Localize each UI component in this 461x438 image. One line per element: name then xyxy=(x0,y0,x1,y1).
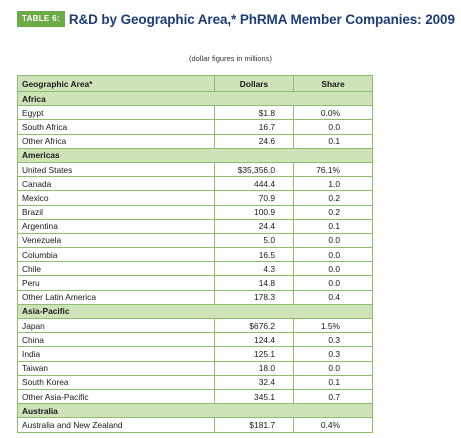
share-cell: 0.7 xyxy=(294,389,373,403)
dollars-cell: 32.4 xyxy=(215,375,294,389)
area-cell: Peru xyxy=(18,276,215,290)
table-row xyxy=(18,347,373,361)
share-cell: 0.0 xyxy=(294,248,373,262)
table-row xyxy=(18,418,373,432)
dollars-cell: $1.8 xyxy=(215,106,294,120)
rd-geographic-table xyxy=(17,75,373,433)
column-header-area: Geographic Area* xyxy=(18,76,215,92)
share-cell: 0.4% xyxy=(294,418,373,432)
share-cell: 0.2 xyxy=(294,205,373,219)
area-cell: Columbia xyxy=(18,248,215,262)
column-header-share: Share xyxy=(294,76,373,92)
dollars-cell: 16.7 xyxy=(215,120,294,134)
table-row xyxy=(18,162,373,176)
table-row xyxy=(18,375,373,389)
area-cell: Brazil xyxy=(18,205,215,219)
table-row xyxy=(18,248,373,262)
table-row xyxy=(18,290,373,304)
table-row xyxy=(18,319,373,333)
table-row xyxy=(18,219,373,233)
section-header-row xyxy=(18,304,373,318)
share-cell: 76.1% xyxy=(294,162,373,176)
table-row xyxy=(18,233,373,247)
table-title: R&D by Geographic Area,* PhRMA Member Companies: 2009 xyxy=(68,11,455,27)
section-label: Americas xyxy=(18,148,373,162)
share-cell: 0.1 xyxy=(294,219,373,233)
area-cell: South Africa xyxy=(18,120,215,134)
table-row xyxy=(18,262,373,276)
share-cell: 0.0% xyxy=(294,106,373,120)
share-cell: 0.3 xyxy=(294,333,373,347)
area-cell: Other Asia-Pacific xyxy=(18,389,215,403)
dollars-cell: 5.0 xyxy=(215,233,294,247)
area-cell: Canada xyxy=(18,177,215,191)
dollars-cell: $676.2 xyxy=(215,319,294,333)
area-cell: Egypt xyxy=(18,106,215,120)
table-subtitle: (dollar figures in millions) xyxy=(189,54,272,63)
area-cell: Other Africa xyxy=(18,134,215,148)
area-cell: Australia and New Zealand xyxy=(18,418,215,432)
dollars-cell: 100.9 xyxy=(215,205,294,219)
table-number-badge: TABLE 6: xyxy=(17,11,65,27)
dollars-cell: $181.7 xyxy=(215,418,294,432)
section-label: Australia xyxy=(18,404,373,418)
table-row xyxy=(18,191,373,205)
section-header-row xyxy=(18,404,373,418)
column-header-dollars: Dollars xyxy=(215,76,294,92)
section-label: Asia-Pacific xyxy=(18,304,373,318)
share-cell: 0.2 xyxy=(294,191,373,205)
dollars-cell: 345.1 xyxy=(215,389,294,403)
area-cell: Mexico xyxy=(18,191,215,205)
share-cell: 0.0 xyxy=(294,276,373,290)
dollars-cell: 125.1 xyxy=(215,347,294,361)
share-cell: 0.0 xyxy=(294,233,373,247)
area-cell: Venezuela xyxy=(18,233,215,247)
dollars-cell: 18.0 xyxy=(215,361,294,375)
area-cell: Chile xyxy=(18,262,215,276)
share-cell: 0.3 xyxy=(294,347,373,361)
table-row xyxy=(18,134,373,148)
dollars-cell: 16.5 xyxy=(215,248,294,262)
area-cell: Other Latin America xyxy=(18,290,215,304)
area-cell: China xyxy=(18,333,215,347)
table-row xyxy=(18,120,373,134)
share-cell: 0.0 xyxy=(294,262,373,276)
dollars-cell: 444.4 xyxy=(215,177,294,191)
area-cell: Argentina xyxy=(18,219,215,233)
dollars-cell: 178.3 xyxy=(215,290,294,304)
area-cell: United States xyxy=(18,162,215,176)
table-row xyxy=(18,106,373,120)
section-label: Africa xyxy=(18,92,373,106)
table-row xyxy=(18,177,373,191)
area-cell: India xyxy=(18,347,215,361)
dollars-cell: 24.6 xyxy=(215,134,294,148)
section-header-row xyxy=(18,148,373,162)
table-header-row xyxy=(18,76,373,92)
share-cell: 1.0 xyxy=(294,177,373,191)
dollars-cell: 70.9 xyxy=(215,191,294,205)
dollars-cell: $35,356.0 xyxy=(215,162,294,176)
table-row xyxy=(18,333,373,347)
section-header-row xyxy=(18,92,373,106)
share-cell: 0.0 xyxy=(294,120,373,134)
share-cell: 0.4 xyxy=(294,290,373,304)
share-cell: 0.1 xyxy=(294,134,373,148)
table-body xyxy=(18,92,373,433)
dollars-cell: 124.4 xyxy=(215,333,294,347)
share-cell: 1.5% xyxy=(294,319,373,333)
table-row xyxy=(18,389,373,403)
table-title-row xyxy=(17,9,455,29)
share-cell: 0.0 xyxy=(294,361,373,375)
dollars-cell: 24.4 xyxy=(215,219,294,233)
area-cell: Japan xyxy=(18,319,215,333)
dollars-cell: 4.3 xyxy=(215,262,294,276)
table-row xyxy=(18,361,373,375)
table-row xyxy=(18,276,373,290)
area-cell: Taiwan xyxy=(18,361,215,375)
share-cell: 0.1 xyxy=(294,375,373,389)
dollars-cell: 14.8 xyxy=(215,276,294,290)
area-cell: South Korea xyxy=(18,375,215,389)
table-row xyxy=(18,205,373,219)
